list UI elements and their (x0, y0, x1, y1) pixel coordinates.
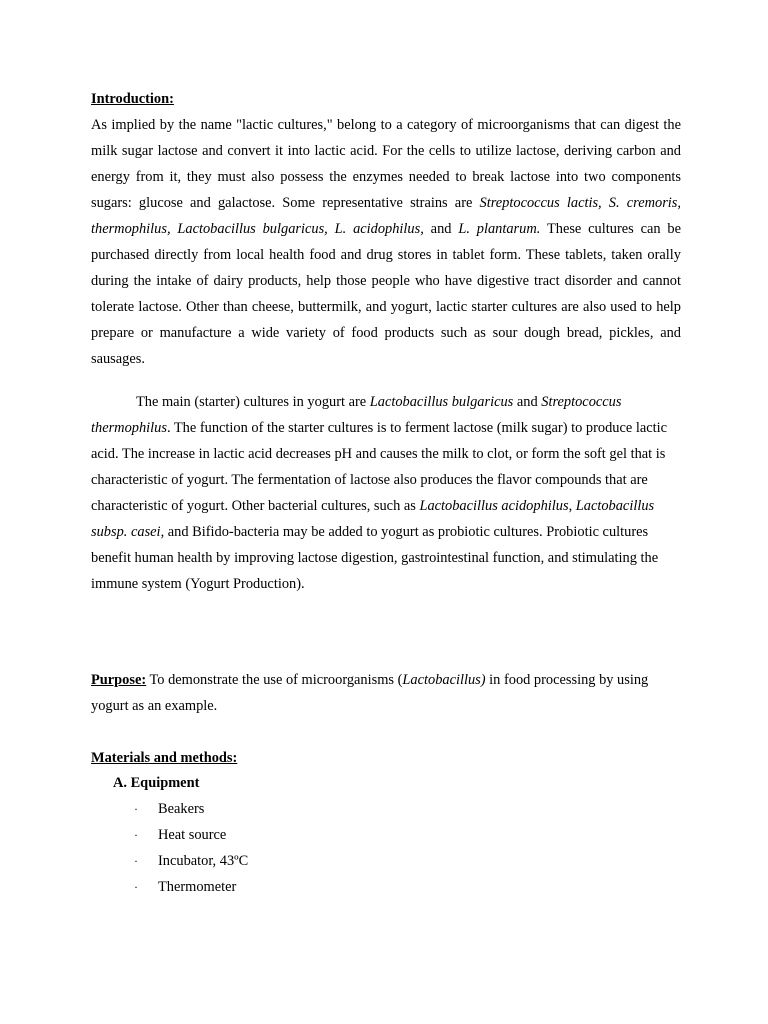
bullet-icon: · (134, 802, 138, 816)
bullet-icon: · (134, 828, 138, 842)
intro-p2-species-4: Lactobacillus subsp. casei (91, 498, 655, 540)
introduction-heading: Introduction: (91, 91, 174, 107)
intro-p1-species-plantarum: L. plantarum. (458, 221, 541, 237)
intro-p2-text-2: and (513, 394, 542, 410)
equipment-heading: A. Equipment (113, 775, 200, 791)
purpose-text-1: To demonstrate the use of microorganisms ( (146, 672, 403, 688)
intro-p1-text-1: As implied by the name "lactic cultures," belong to a category of microorganisms that can digest the milk sugar lactose and convert it into lactic acid. For the cells to utilize lactose, deriving carbon and energy from it, they must also possess the enzymes needed to break lactose into two components sugars: glucose and galactose. Some representative strains are (91, 117, 681, 211)
bullet-icon: · (134, 880, 138, 894)
intro-p2-text-3: . The function of the starter cultures is to ferment lactose (milk sugar) to produce lactic acid. The increase in lactic acid decreases pH and causes the milk to clot, or form the soft gel that is characteristic of yogurt. The fermentation of lactose also produces the flavor compounds that are characteristic of yogurt. Other bacterial cultures, such as (91, 420, 667, 514)
introduction-paragraph-2 (91, 389, 681, 597)
equipment-item-label: Beakers (158, 801, 205, 817)
intro-p2-text-1: The main (starter) cultures in yogurt are (136, 394, 370, 410)
materials-heading: Materials and methods: (91, 750, 238, 766)
intro-p2-species-2: Streptococcus thermophilus (91, 394, 622, 436)
purpose-text-2: in food processing by using yogurt as an example. (91, 672, 649, 714)
equipment-item-label: Incubator, 43ºC (158, 853, 249, 869)
equipment-item-label: Heat source (158, 827, 227, 843)
intro-p2-species-1: Lactobacillus bulgaricus (369, 394, 514, 410)
purpose-label: Purpose: (91, 672, 147, 688)
purpose-organism: Lactobacillus) (402, 672, 486, 688)
intro-p1-species-list: Streptococcus lactis, S. cremoris, thermophilus, Lactobacillus bulgaricus, L. acidophilus, (91, 195, 681, 237)
intro-p1-text-3: These cultures can be purchased directly from local health food and drug stores in tablet form. These tablets, taken orally during the intake of dairy products, help those people who have digestive tract disorder and cannot tolerate lactose. Other than cheese, buttermilk, and yogurt, lactic starter cultures are also used to help prepare or manufacture a wide variety of food products such as sour dough bread, pickles, and sausages. (91, 221, 681, 367)
purpose-paragraph (91, 667, 681, 719)
intro-p1-text-2: and (423, 221, 459, 237)
intro-p2-species-3: Lactobacillus acidophilus (419, 498, 569, 514)
equipment-item-label: Thermometer (158, 879, 237, 895)
intro-p2-text-4: , (568, 498, 576, 514)
introduction-paragraph-1 (91, 112, 681, 372)
intro-p2-text-5: , and Bifido-bacteria may be added to yogurt as probiotic cultures. Probiotic cultures benefit human health by improving lactose digestion, gastrointestinal function, and stimulating the immune system (Yogurt Production). (91, 524, 659, 592)
bullet-icon: · (134, 854, 138, 868)
